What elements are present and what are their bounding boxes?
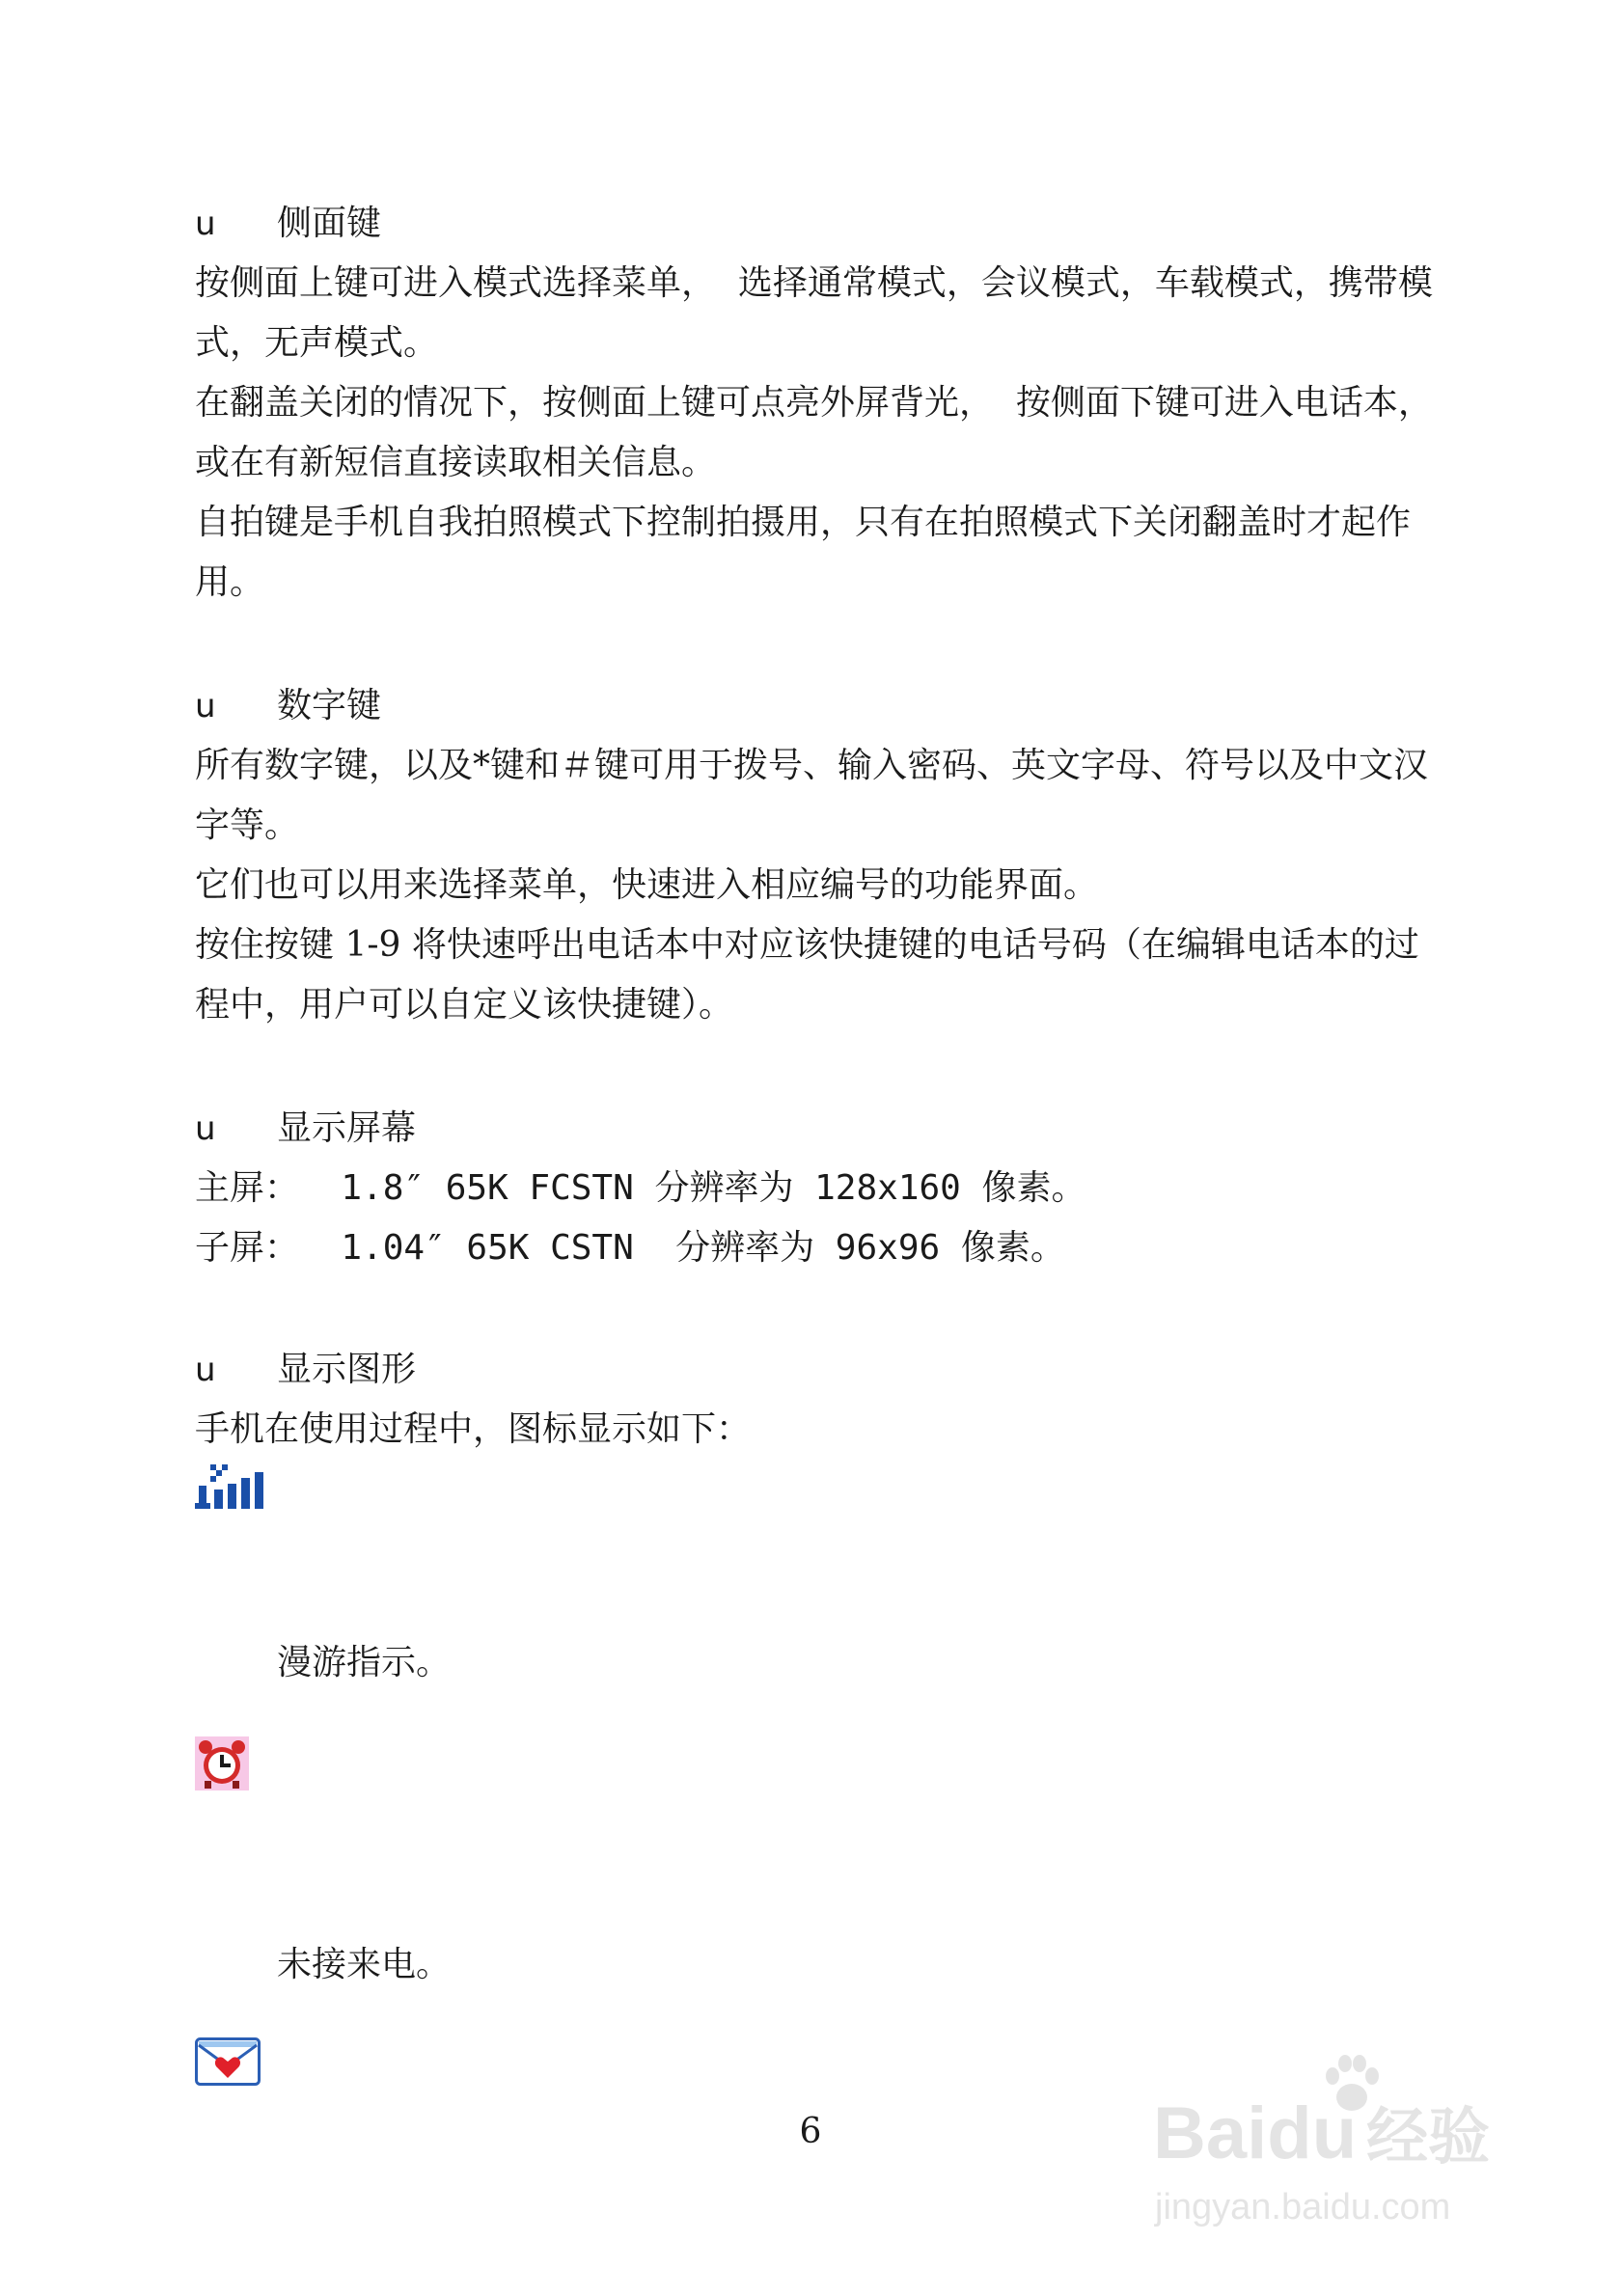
section-heading-side-keys: 侧面键: [277, 204, 382, 243]
alarm-clock-icon: [195, 1736, 249, 1794]
paragraph-line: 按侧面上键可进入模式选择菜单， 选择通常模式，会议模式，车载模式，携带模: [195, 263, 1433, 303]
page-number: 6: [799, 2112, 822, 2151]
watermark-brand-tail: du: [1267, 2092, 1358, 2174]
paragraph-line: 按住按键 1-9 将快速呼出电话本中对应该快捷键的电话号码（在编辑电话本的过: [195, 925, 1419, 965]
watermark-url: jingyan.baidu.com: [1155, 2187, 1451, 2228]
baidu-jingyan-watermark: [1153, 2053, 1539, 2246]
section-bullet: u: [195, 687, 216, 725]
icon-caption-roaming: 漫游指示。: [277, 1643, 452, 1682]
section-heading-display-icons: 显示图形: [277, 1350, 417, 1389]
paragraph-line: 所有数字键，以及*键和＃键可用于拨号、输入密码、英文字母、符号以及中文汉: [195, 746, 1429, 785]
watermark-brand: Bai: [1153, 2092, 1268, 2174]
paragraph-line: 式，无声模式。: [195, 323, 439, 363]
icon-caption-alarm: 未接来电。: [277, 1945, 452, 1984]
watermark-suffix: 经验: [1366, 2102, 1491, 2172]
paragraph-line: 用。: [195, 562, 265, 602]
section-heading-display-screen: 显示屏幕: [277, 1108, 417, 1148]
section-bullet: u: [195, 1109, 216, 1148]
paragraph-line: 它们也可以用来选择菜单，快速进入相应编号的功能界面。: [195, 865, 1099, 905]
paragraph-line: 手机在使用过程中，图标显示如下：: [195, 1409, 752, 1449]
section-heading-number-keys: 数字键: [277, 686, 382, 725]
spec-sub-screen: 子屏： 1.04″ 65K CSTN 分辨率为 96x96 像素。: [195, 1228, 1065, 1268]
section-bullet: u: [195, 1351, 216, 1389]
paragraph-line: 在翻盖关闭的情况下，按侧面上键可点亮外屏背光， 按侧面下键可进入电话本，: [195, 383, 1433, 423]
section-bullet: u: [195, 205, 216, 243]
spec-main-screen: 主屏： 1.8″ 65K FCSTN 分辨率为 128x160 像素。: [195, 1168, 1086, 1208]
paragraph-line: 字等。: [195, 806, 300, 845]
heart-envelope-icon: [195, 2037, 261, 2090]
roaming-signal-icon: [195, 1464, 268, 1515]
paragraph-line: 程中，用户可以自定义该快捷键）。: [195, 985, 734, 1025]
paragraph-line: 自拍键是手机自我拍照模式下控制拍摄用，只有在拍照模式下关闭翻盖时才起作: [195, 503, 1412, 542]
paragraph-line: 或在有新短信直接读取相关信息。: [195, 443, 717, 482]
